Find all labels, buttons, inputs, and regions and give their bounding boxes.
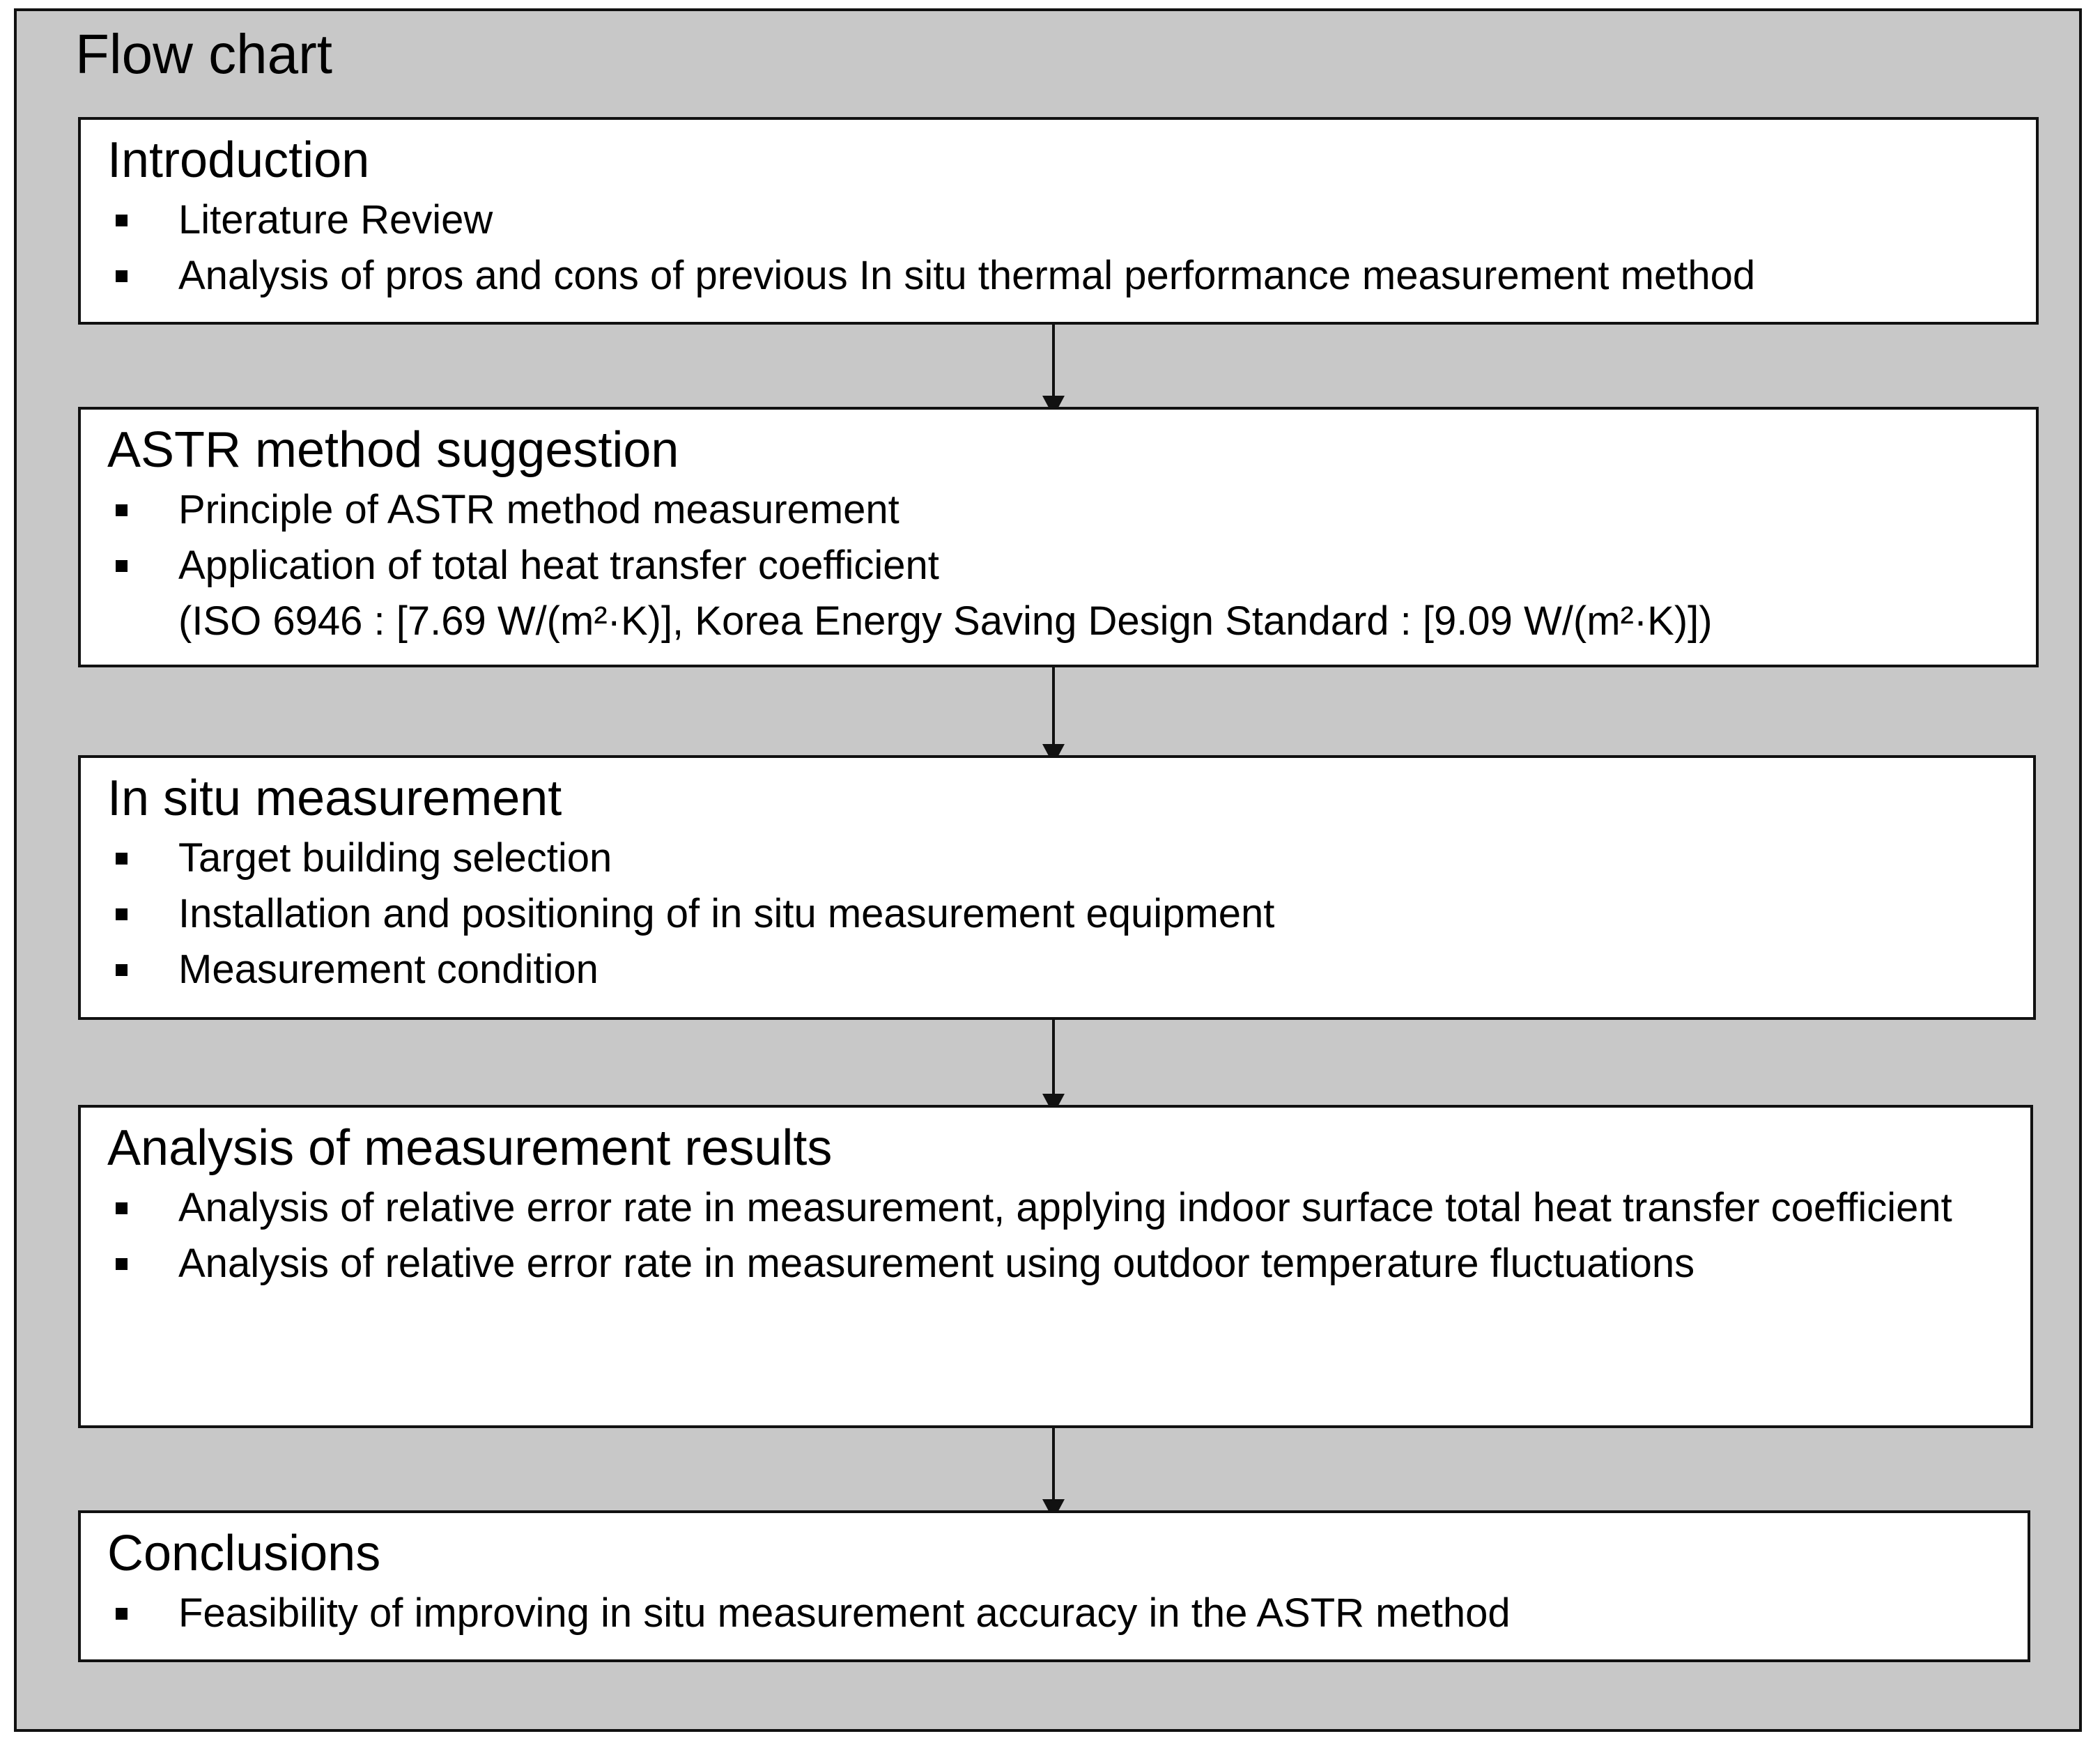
- list-item: Analysis of relative error rate in measurement using outdoor temperature fluctuations: [107, 1236, 2030, 1292]
- step-astr-method-list: [107, 482, 2036, 649]
- arrow-down-icon: [1052, 667, 1055, 747]
- step-in-situ-measurement-title: In situ measurement: [107, 770, 562, 826]
- step-analysis-results-title: Analysis of measurement results: [107, 1120, 833, 1176]
- step-conclusions-title: Conclusions: [107, 1526, 381, 1581]
- step-in-situ-measurement-list: [107, 830, 2033, 998]
- bullet-icon: [116, 270, 128, 282]
- bullet-icon: [116, 964, 128, 976]
- bullet-icon: [116, 908, 128, 920]
- step-introduction: [78, 117, 2039, 325]
- list-item: Analysis of pros and cons of previous In situ thermal performance measurement method: [107, 248, 2036, 304]
- list-item: Target building selection: [107, 830, 2033, 886]
- step-analysis-results-list: [107, 1180, 2030, 1292]
- bullet-icon: [116, 1202, 128, 1214]
- bullet-icon: [116, 1258, 128, 1270]
- step-analysis-results: [78, 1105, 2033, 1428]
- bullet-icon: [116, 504, 128, 516]
- step-introduction-list: [107, 192, 2036, 304]
- list-item: Analysis of relative error rate in measurement, applying indoor surface total heat transfer coefficient: [107, 1180, 2030, 1236]
- arrow-down-icon: [1052, 325, 1055, 398]
- flowchart-title: Flow chart: [75, 23, 332, 85]
- bullet-icon: [116, 853, 128, 865]
- step-astr-method: [78, 407, 2039, 667]
- step-in-situ-measurement: [78, 755, 2036, 1020]
- step-astr-method-title: ASTR method suggestion: [107, 422, 679, 478]
- list-item: Principle of ASTR method measurement: [107, 482, 2036, 538]
- list-item: Installation and positioning of in situ measurement equipment: [107, 886, 2033, 942]
- arrow-down-icon: [1052, 1020, 1055, 1097]
- list-item: Feasibility of improving in situ measurement accuracy in the ASTR method: [107, 1586, 2028, 1641]
- arrow-down-icon: [1052, 1428, 1055, 1502]
- step-conclusions: [78, 1510, 2030, 1662]
- list-item: Application of total heat transfer coefficient (ISO 6946 : [7.69 W/(m²·K)], Korea Energy Saving Design Standard : [9.09 W/(m²·K)]): [107, 538, 2036, 649]
- heat-transfer-values: (ISO 6946 : [7.69 W/(m²·K)], Korea Energy Saving Design Standard : [9.09 W/(m²·K)]): [178, 598, 1713, 644]
- step-introduction-title: Introduction: [107, 132, 370, 188]
- bullet-icon: [116, 1608, 128, 1620]
- bullet-icon: [116, 560, 128, 572]
- list-item: Literature Review: [107, 192, 2036, 248]
- step-conclusions-list: [107, 1586, 2028, 1641]
- bullet-icon: [116, 215, 128, 226]
- list-item: Measurement condition: [107, 942, 2033, 998]
